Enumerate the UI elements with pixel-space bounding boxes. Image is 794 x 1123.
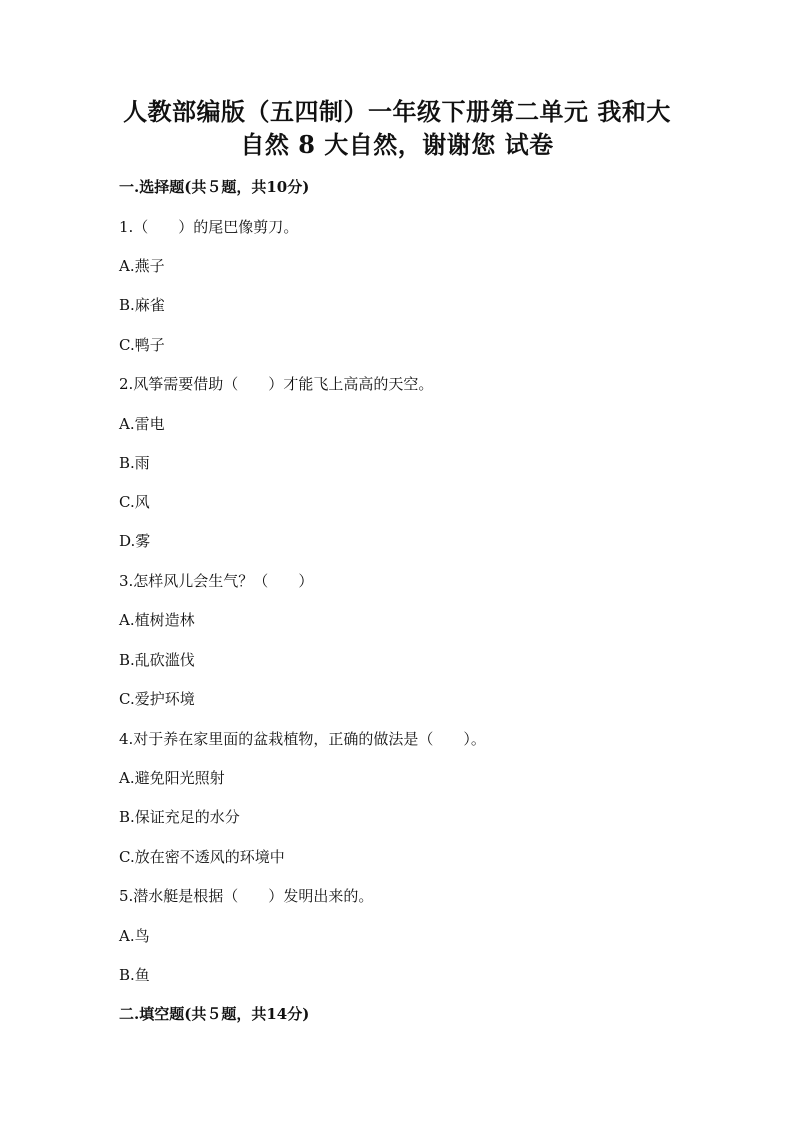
- question-2-option-d: D.雾: [119, 532, 151, 550]
- question-4-option-a: A.避免阳光照射: [119, 769, 225, 787]
- question-stem-4: 4.对于养在家里面的盆栽植物，正确的做法是（ ）。: [119, 730, 486, 748]
- exam-title-line-1: 人教部编版（五四制）一年级下册第二单元 我和大: [123, 97, 671, 126]
- section-heading-fill-in: 二.填空题(共５题，共14分): [119, 1005, 310, 1023]
- question-3-option-c: C.爱护环境: [119, 690, 195, 708]
- question-5-option-b: B.鱼: [119, 966, 150, 984]
- question-4-option-c: C.放在密不透风的环境中: [119, 848, 285, 866]
- question-4-option-b: B.保证充足的水分: [119, 808, 240, 826]
- question-1-option-a: A.燕子: [119, 257, 165, 275]
- question-stem-3: 3.怎样风儿会生气？（ ）: [119, 572, 314, 590]
- question-3-option-a: A.植树造林: [119, 611, 195, 629]
- exam-title-line-2: 自然 8 大自然，谢谢您 试卷: [240, 130, 554, 159]
- question-1-option-b: B.麻雀: [119, 296, 165, 314]
- question-2-option-a: A.雷电: [119, 415, 165, 433]
- question-3-option-b: B.乱砍滥伐: [119, 651, 195, 669]
- question-2-option-c: C.风: [119, 493, 150, 511]
- question-5-option-a: A.鸟: [119, 927, 150, 945]
- section-heading-choice: 一.选择题(共５题，共10分): [119, 178, 310, 196]
- question-stem-2: 2.风筝需要借助（ ）才能飞上高高的天空。: [119, 375, 434, 393]
- question-1-option-c: C.鸭子: [119, 336, 165, 354]
- question-stem-1: 1.（ ）的尾巴像剪刀。: [119, 218, 299, 236]
- question-stem-5: 5.潜水艇是根据（ ）发明出来的。: [119, 887, 374, 905]
- question-2-option-b: B.雨: [119, 454, 150, 472]
